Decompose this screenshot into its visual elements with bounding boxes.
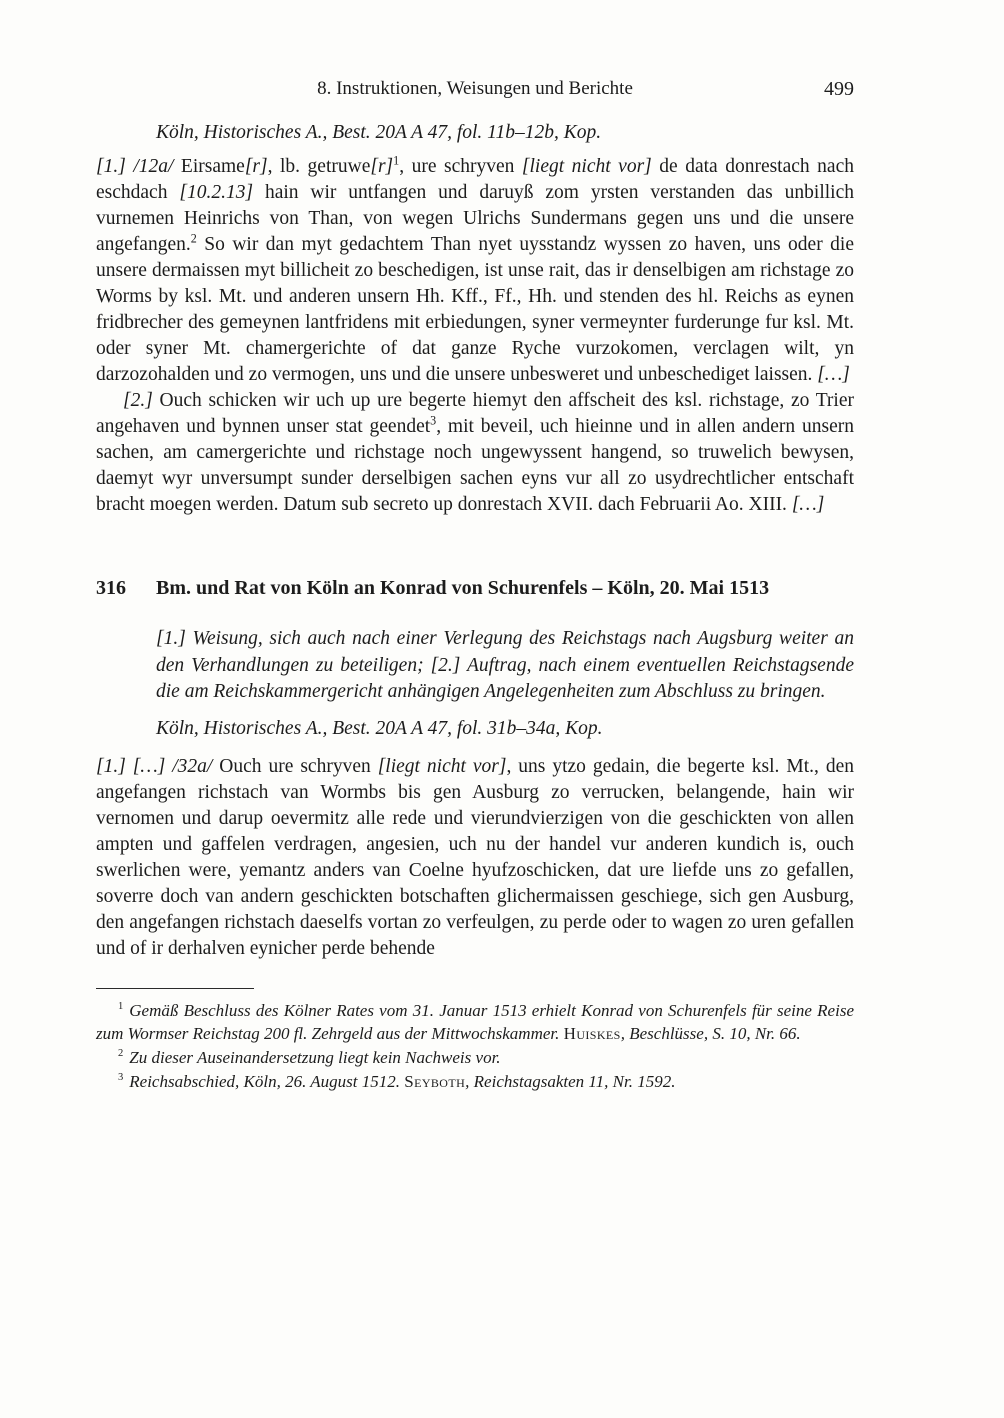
text-segment: hain wir untfangen und daruyß zom yrsten verstanden das unbillich vurnemen Heinrichs von Than, von wegen Ulrichs Sundermans gegen uns und die unsere angefangen.: [96, 182, 854, 255]
text-segment: , uns ytzo gedain, die begerte ksl. Mt., den angefangen richstach van Wormbs bis gen Ausburg zo verrucken, belangende, hain wir vernomen und darup oevermitz alle rede und vierundvierzigen von die geschickten von allen ampten und gaffelen verdragen, angesien, uch nu der handel vur anderen kundich is, ouch swerlichen were, yemantz anders van Coelne hyufzoschicken, dat ure liefde uns zo gefallen, soverre doch van andern geschickten botschaften glichermaissen geschiege, sich gen Ausburg, den angefangen richstach daeselfs vortan zo verfeulgen, zu perde oder to wagen zo uren gefallen und of ir derhalven eynicher perde behende: [96, 755, 855, 959]
text-segment: [liegt nicht vor]: [521, 156, 652, 177]
summary-paragraph: [156, 626, 854, 706]
running-title: 8. Instruktionen, Weisungen und Berichte: [317, 78, 633, 99]
text-segment: [2.]: [123, 390, 153, 411]
footnote-separator: [96, 988, 254, 989]
text-segment: [1.] […] /32a/: [96, 755, 213, 777]
text-segment: [10.2.13]: [179, 182, 254, 203]
text-segment: So wir dan myt gedachtem Than nyet uysstandz wyssen zo haven, uns oder die unsere dermaissen myt billicheit zo beschedigen, ist unse rait, das ir denselbigen am richstage zo Worms by ksl. Mt. und anderen unsern Hh. Kff., Ff., Hh. und stenden des hl. Reichs as eynen fridbrecher des gemeynen lantfridens mit erbiedungen, syner vermeynter furderunge fur ksl. Mt. oder syner Mt. chamergerichte of dat ganze Ryche vurzokomen, verclagen wilt, yn darzozohalden und zo vermogen, uns und die unsere unbesweret und unbeschediget laissen.: [96, 234, 854, 385]
running-header: [96, 78, 854, 106]
footnote-marker: 1: [118, 1000, 124, 1012]
text-segment: [r]: [370, 156, 394, 177]
body-paragraph: [96, 754, 854, 962]
text-segment: […]: [817, 364, 850, 385]
body-paragraph: [96, 388, 854, 518]
text-segment: Seyboth: [404, 1071, 466, 1091]
text-segment: Zu dieser Auseinandersetzung liegt kein Nachweis vor.: [129, 1047, 501, 1067]
document-entry-316: [96, 574, 854, 962]
text-segment: [liegt nicht vor]: [377, 755, 507, 777]
footnote-text: [129, 1072, 675, 1091]
text-segment: [1.] /12a/: [96, 156, 174, 177]
footnote-ref: 1: [393, 153, 400, 168]
text-segment: , lb. getruwe: [267, 156, 371, 177]
text-segment: Gemäß Beschluss des Kölner Rates vom 31. Januar 1513 erhielt Konrad von Schurenfels für seine Reise zum Wormser Reichstag 200 fl. Zehrgeld aus der Mittwochskammer.: [96, 1000, 854, 1043]
text-segment: [r]: [244, 156, 268, 177]
source-line: Köln, Historisches A., Best. 20A A 47, fol. 11b–12b, Kop.: [156, 122, 602, 143]
body-paragraph: [96, 154, 854, 388]
text-segment: Ouch ure schryven: [212, 755, 378, 777]
footnote-item: [96, 1070, 854, 1093]
text-segment: , Beschlüsse, S. 10, Nr. 66.: [620, 1023, 801, 1043]
page-number: 499: [824, 78, 854, 100]
text-segment: [1.] Weisung, sich auch nach einer Verlegung des Reichstags nach Augsburg weiter an den Verhandlungen zu beteiligen; [2.] Auftrag, nach einem eventuellen Reichstagsende die am Reichskammergericht anhängigen Angelegenheiten zum Abschluss zu bringen.: [156, 628, 854, 702]
document-number: 316: [96, 577, 126, 599]
document-continuation: [96, 120, 854, 518]
footnote-item: [96, 999, 854, 1045]
footnote-ref: 3: [430, 413, 437, 428]
text-segment: Ouch schicken wir uch up ure begerte hiemyt den affscheit des ksl. richstage, zo Trier angehaven und bynnen unser stat geendet: [96, 390, 854, 437]
text-segment: Reichsabschied, Köln, 26. August 1512.: [129, 1071, 405, 1091]
footnote-item: [96, 1046, 854, 1069]
text-segment: , Reichstagsakten 11, Nr. 1592.: [465, 1071, 676, 1091]
text-segment: […]: [791, 494, 825, 515]
text-segment: Eirsame: [173, 156, 245, 177]
text-segment: , ure schryven: [399, 156, 522, 177]
document-title: Bm. und Rat von Köln an Konrad von Schurenfels – Köln, 20. Mai 1513: [156, 577, 770, 599]
text-segment: , mit beveil, uch hieinne und in allen andern unsern sachen, am camergerichte und richstage noch ungewyssent hangend, so truwelich bewysen, daemyt wyr unversumpt sunder derselbigen sachen eyns vur all zo usydrechtlicher entschaft bracht moegen werden. Datum sub secreto up donrestach XVII. dach Februarii Ao. XIII.: [96, 416, 854, 515]
footnotes-section: [96, 999, 854, 1093]
footnote-text: [129, 1048, 500, 1067]
source-line: Köln, Historisches A., Best. 20A A 47, fol. 31b–34a, Kop.: [156, 717, 603, 739]
footnote-marker: 2: [118, 1047, 124, 1059]
document-heading: [96, 574, 854, 602]
text-segment: Huiskes: [563, 1023, 621, 1043]
text-segment: de data donrestach nach eschdach: [96, 156, 854, 203]
footnote-ref: 2: [190, 231, 197, 246]
footnote-text: [96, 1001, 854, 1043]
footnote-marker: 3: [118, 1071, 124, 1083]
